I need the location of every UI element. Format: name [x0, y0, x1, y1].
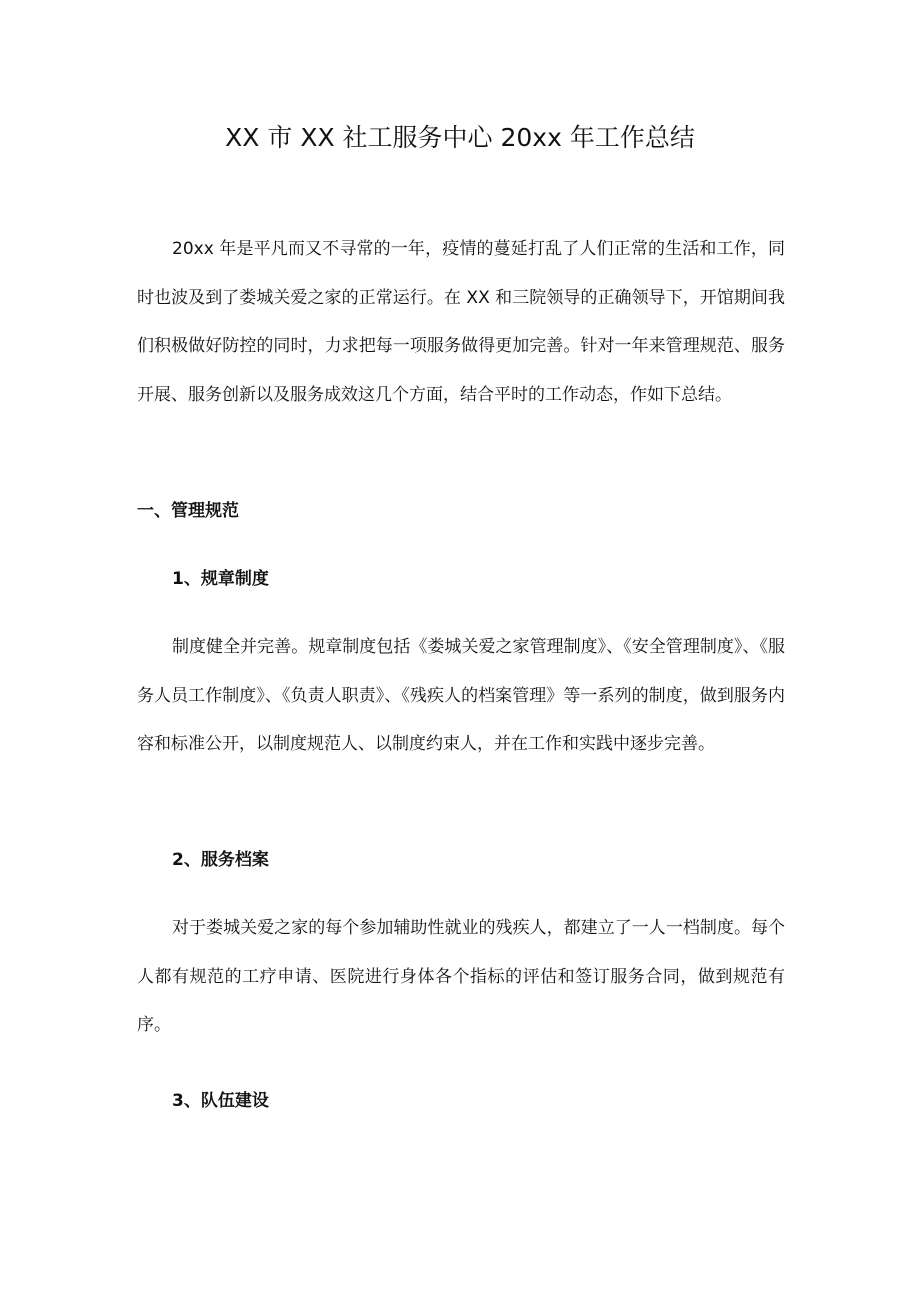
paragraph-service-files: 对于娄城关爱之家的每个参加辅助性就业的残疾人，都建立了一人一档制度。每个人都有规范的工疗申请、医院进行身体各个指标的评估和签订服务合同，做到规范有序。 [137, 918, 785, 1035]
section-heading-management: 一、管理规范 [137, 501, 239, 521]
subheading-service-files: 2、服务档案 [172, 850, 269, 870]
subheading-team-building: 3、队伍建设 [172, 1091, 269, 1111]
document-title: XX 市 XX 社工服务中心 20xx 年工作总结 [225, 123, 695, 152]
subheading-regulations: 1、规章制度 [172, 569, 269, 589]
paragraph-regulations: 制度健全并完善。规章制度包括《娄城关爱之家管理制度》、《安全管理制度》、《服务人员工作制度》、《负责人职责》、《残疾人的档案管理》等一系列的制度，做到服务内容和标准公开，以制度规范人、以制度约束人，并在工作和实践中逐步完善。 [137, 637, 785, 754]
intro-paragraph: 20xx 年是平凡而又不寻常的一年，疫情的蔓延打乱了人们正常的生活和工作，同时也波及到了娄城关爱之家的正常运行。在 XX 和三院领导的正确领导下，开馆期间我们积极做好防控的同时，力求把每一项服务做得更加完善。针对一年来管理规范、服务开展、服务创新以及服务成效这几个方面，结合平时的工作动态，作如下总结。 [137, 239, 785, 405]
